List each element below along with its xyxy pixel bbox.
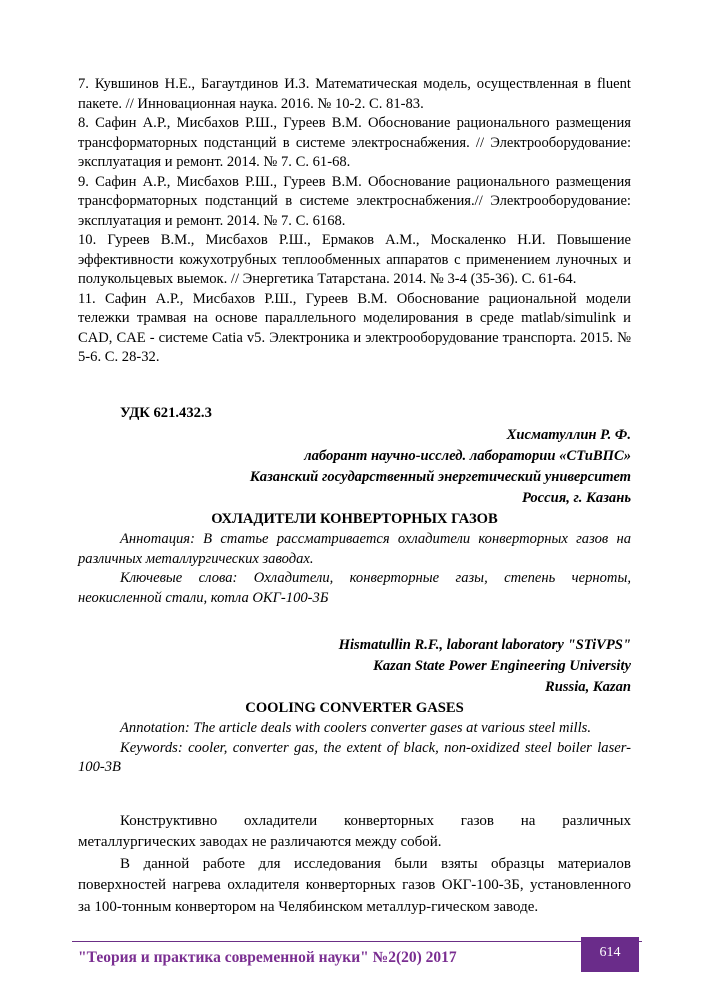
university-en: Kazan State Power Engineering University [373, 658, 631, 674]
reference-item: 10. Гуреев В.М., Мисбахов Р.Ш., Ермаков А.М., Москаленко Н.И. Повышение эффективности кожухотрубных теплообменных аппаратов с применением луночных и полукольцевых выемок. // Энергетика Татарстана. 2014. № 3-4 (35-36). С. 61-64. [78, 232, 631, 287]
udk-code: УДК 621.432.3 [120, 404, 212, 421]
annotation-ru: Аннотация: В статье рассматривается охладители конверторных газов на различных металлургических заводах. [78, 531, 631, 567]
page-number: 614 [599, 945, 621, 960]
article-title-ru: ОХЛАДИТЕЛИ КОНВЕРТОРНЫХ ГАЗОВ [211, 511, 498, 527]
spacer [78, 368, 631, 404]
reference-item: 9. Сафин А.Р., Мисбахов Р.Ш., Гуреев В.М. Обоснование рационального размещения трансформаторных подстанций в системе электроснабжения.// Электрооборудование: эксплуатация и ремонт. 2014. № 7. С. 6168. [78, 173, 631, 229]
footer-divider [72, 941, 642, 942]
annotation-en: Annotation: The article deals with coolers converter gases at various steel mills. [120, 720, 591, 736]
spacer [78, 608, 631, 635]
location-ru: Россия, г. Казань [521, 490, 631, 506]
location-en: Russia, Kazan [545, 679, 631, 695]
page-number-badge [581, 937, 639, 972]
reference-item: 7. Кувшинов Н.Е., Багаутдинов И.З. Математическая модель, осуществленная в fluent пакете. // Инновационная наука. 2016. № 10-2. С. 81-83. [78, 76, 631, 112]
author-name-ru: Хисматуллин Р. Ф. [506, 427, 631, 443]
journal-footer: "Теория и практика современной науки" №2(20) 2017 [78, 949, 457, 966]
keywords-en: Keywords: cooler, converter gas, the extent of black, non-oxidized steel boiler laser-100-3B [78, 739, 631, 775]
spacer [78, 778, 631, 811]
author-name-en: Hismatullin R.F., laborant laboratory "STiVPS" [338, 637, 631, 653]
body-paragraph: В данной работе для исследования были взяты образцы материалов поверхностей нагрева охладителя конверторных газов ОКГ-100-3Б, установленного за 100-тонным конвертором на Челябинском металлур-гическом заводе. [78, 855, 631, 915]
body-paragraph: Конструктивно охладители конверторных газов на различных металлургических заводах не различаются между собой. [78, 812, 631, 850]
university-ru: Казанский государственный энергетический университет [249, 469, 631, 485]
reference-item: 8. Сафин А.Р., Мисбахов Р.Ш., Гуреев В.М. Обоснование рационального размещения трансформаторных подстанций в системе электроснабжения. // Электрооборудование: эксплуатация и ремонт. 2014. № 7. С. 61-68. [78, 115, 631, 170]
keywords-ru: Ключевые слова: Охладители, конверторные газы, степень черноты, неокисленной стали, котла ОКГ-100-3Б [78, 570, 631, 606]
article-title-en: COOLING CONVERTER GASES [245, 700, 464, 716]
reference-item: 11. Сафин А.Р., Мисбахов Р.Ш., Гуреев В.М. Обоснование рациональной модели тележки трамвая на основе параллельного моделирования в среде matlab/simulink и CAD, CAE - системе Catia v5. Электроника и электрооборудование транспорта. 2015. № 5-6. С. 28-32. [78, 290, 631, 365]
page-content [78, 75, 631, 918]
author-position-ru: лаборант научно-исслед. лаборатории «СТиВПС» [304, 448, 631, 464]
